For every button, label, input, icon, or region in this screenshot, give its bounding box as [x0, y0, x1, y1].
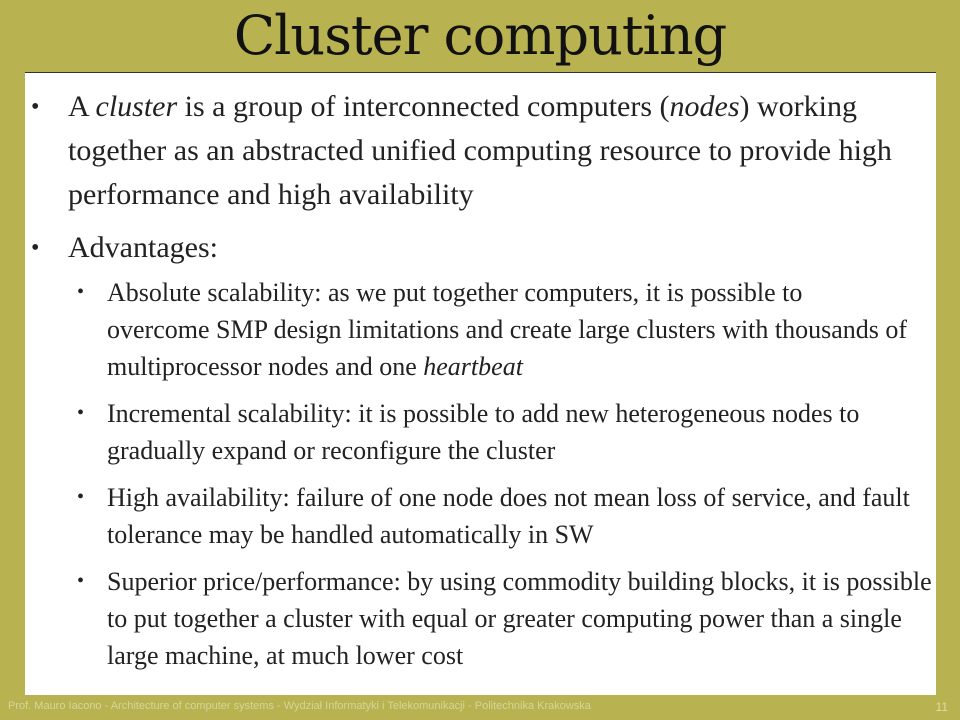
- bullet-marker: •: [77, 402, 85, 424]
- term-cluster: cluster: [95, 90, 178, 123]
- slide-title: Cluster computing: [233, 4, 727, 67]
- footer-text: Prof. Mauro Iacono - Architecture of computer systems - Wydział Informatyki i Telekomunikacji - Politechnika Krakowska: [8, 700, 591, 712]
- bullet-marker: •: [77, 281, 85, 303]
- sub-bullet-high-availability: • High availability: failure of one node does not mean loss of service, and fault tolerance may be handled automatically in SW: [25, 479, 936, 553]
- sub-bullet-price-performance: • Superior price/performance: by using commodity building blocks, it is possible to put together a cluster with equal or greater computing power than a single large machine, at much lower cost: [25, 563, 936, 674]
- bullet-advantages: • Advantages:: [25, 226, 936, 270]
- bullet-marker: •: [77, 570, 85, 592]
- term-heartbeat: heartbeat: [423, 352, 523, 381]
- sub-bullet-absolute-scalability: • Absolute scalability: as we put together computers, it is possible to overcome SMP design limitations and create large clusters with thousands of multiprocessor nodes and one heartbeat: [25, 274, 936, 385]
- bullet-list: [25, 85, 936, 270]
- sub-bullet-incremental-scalability: • Incremental scalability: it is possible to add new heterogeneous nodes to gradually expand or reconfigure the cluster: [25, 395, 936, 469]
- page-number: 11: [935, 700, 948, 714]
- content-area: [25, 72, 936, 695]
- bullet-marker: •: [77, 486, 85, 508]
- bullet-marker: •: [31, 94, 40, 120]
- sub-bullet-list: [25, 274, 936, 674]
- term-nodes: nodes: [669, 90, 740, 123]
- bullet-marker: •: [31, 235, 40, 261]
- bullet-cluster-definition: • A cluster is a group of interconnected computers (nodes) working together as an abstracted unified computing resource to provide high performance and high availability: [25, 85, 936, 217]
